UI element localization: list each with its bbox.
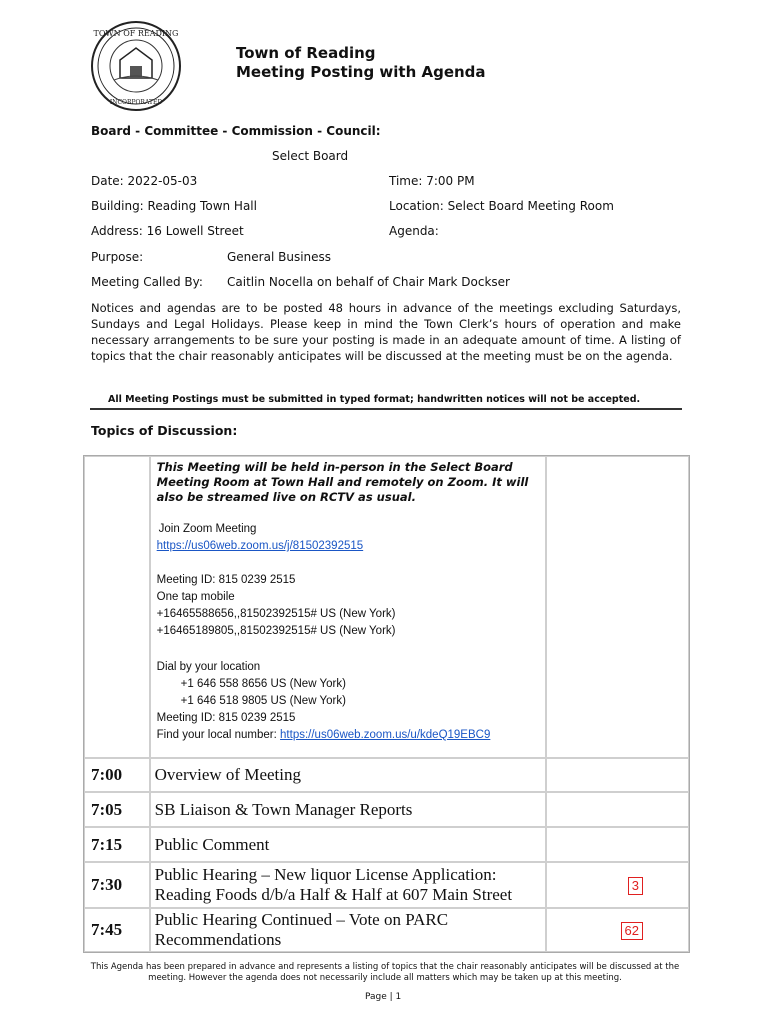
- tap-number-2: +16465189805,,81502392515# US (New York): [156, 625, 396, 637]
- intro-cell: [150, 456, 547, 758]
- purpose-value: General Business: [227, 250, 332, 264]
- agenda-topic-line: Reading Foods d/b/a Half & Half at 607 Main Street: [154, 885, 513, 904]
- date-field: Date: 2022-05-03: [91, 174, 198, 188]
- called-by-label: Meeting Called By:: [91, 275, 203, 289]
- page-ref-cell: [546, 792, 689, 827]
- agenda-topic: [150, 908, 547, 952]
- document-subtitle: Meeting Posting with Agenda: [236, 63, 486, 81]
- agenda-topic-line: Public Hearing – New liquor License Application:: [154, 865, 497, 884]
- empty-cell: [546, 456, 689, 758]
- dial-number-1: +1 646 558 8656 US (New York): [180, 678, 346, 690]
- page-reference-link[interactable]: 62: [621, 922, 643, 940]
- town-seal-logo: [90, 20, 182, 112]
- svg-text:INCORPORATED: INCORPORATED: [109, 99, 163, 106]
- page-ref-cell: [546, 827, 689, 862]
- location-field: Location: Select Board Meeting Room: [389, 199, 614, 213]
- agenda-row: [84, 908, 689, 952]
- purpose-label: Purpose:: [91, 250, 144, 264]
- agenda-topic: SB Liaison & Town Manager Reports: [150, 792, 547, 827]
- svg-text:TOWN OF READING: TOWN OF READING: [93, 29, 179, 38]
- agenda-row: [84, 792, 689, 827]
- empty-cell: [84, 456, 150, 758]
- agenda-topic-line: Public Hearing Continued – Vote on PARC: [154, 910, 449, 929]
- agenda-topic: Overview of Meeting: [150, 758, 547, 792]
- topics-heading: Topics of Discussion:: [91, 423, 238, 438]
- agenda-field: Agenda:: [389, 224, 439, 238]
- agenda-topic: [150, 862, 547, 908]
- agenda-row: [84, 862, 689, 908]
- agenda-time: 7:15: [84, 827, 150, 862]
- footer-disclaimer: This Agenda has been prepared in advance and represents a listing of topics that the chair reasonably anticipates will be discussed at the meeting. However the agenda does not necessarily include all matters which may be taken up at this meeting.: [90, 962, 680, 983]
- agenda-table: [83, 455, 690, 953]
- agenda-time: 7:45: [84, 908, 150, 952]
- one-tap-label: One tap mobile: [156, 591, 235, 603]
- join-zoom-label: Join Zoom Meeting: [158, 523, 257, 535]
- agenda-row: [84, 758, 689, 792]
- called-by-value: Caitlin Nocella on behalf of Chair Mark Dockser: [227, 275, 510, 289]
- document-title: Town of Reading: [236, 44, 376, 62]
- page-ref-cell: [546, 758, 689, 792]
- agenda-time: 7:00: [84, 758, 150, 792]
- posting-instructions: Notices and agendas are to be posted 48 hours in advance of the meetings excluding Saturdays, Sundays and Legal Holidays. Please keep in mind the Town Clerk’s hours of operation and make necessary arrangements to be sure your posting is made in an adequate amount of time. A listing of topics that the chair reasonably anticipates will be discussed at the meeting must be on the agenda.: [91, 301, 681, 363]
- page-ref-cell: [546, 862, 689, 908]
- zoom-join-link[interactable]: https://us06web.zoom.us/j/81502392515: [156, 540, 364, 552]
- board-label: Board - Committee - Commission - Council:: [91, 124, 381, 138]
- find-number-link[interactable]: https://us06web.zoom.us/u/kdeQ19EBC9: [280, 729, 491, 741]
- building-field: Building: Reading Town Hall: [91, 199, 257, 213]
- time-field: Time: 7:00 PM: [389, 174, 475, 188]
- meeting-format-notice: This Meeting will be held in-person in the Select Board Meeting Room at Town Hall and remotely on Zoom. It will also be streamed live on RCTV as usual.: [156, 460, 529, 504]
- agenda-topic: Public Comment: [150, 827, 547, 862]
- meeting-id: Meeting ID: 815 0239 2515: [156, 574, 296, 586]
- agenda-time: 7:30: [84, 862, 150, 908]
- board-value: Select Board: [272, 149, 349, 163]
- page-number: Page | 1: [365, 992, 402, 1002]
- agenda-time: 7:05: [84, 792, 150, 827]
- page-reference-link[interactable]: 3: [628, 877, 643, 895]
- dial-number-2: +1 646 518 9805 US (New York): [180, 695, 346, 707]
- agenda-row: [84, 827, 689, 862]
- dial-label: Dial by your location: [156, 661, 261, 673]
- find-number-label: Find your local number:: [156, 729, 281, 741]
- divider: [90, 408, 682, 410]
- meeting-id-2: Meeting ID: 815 0239 2515: [156, 712, 296, 724]
- address-field: Address: 16 Lowell Street: [91, 224, 244, 238]
- tap-number-1: +16465588656,,81502392515# US (New York): [156, 608, 396, 620]
- intro-row: [84, 456, 689, 758]
- typed-format-notice: All Meeting Postings must be submitted in typed format; handwritten notices will not be accepted.: [108, 394, 641, 405]
- page-ref-cell: [546, 908, 689, 952]
- agenda-topic-line: Recommendations: [154, 930, 282, 949]
